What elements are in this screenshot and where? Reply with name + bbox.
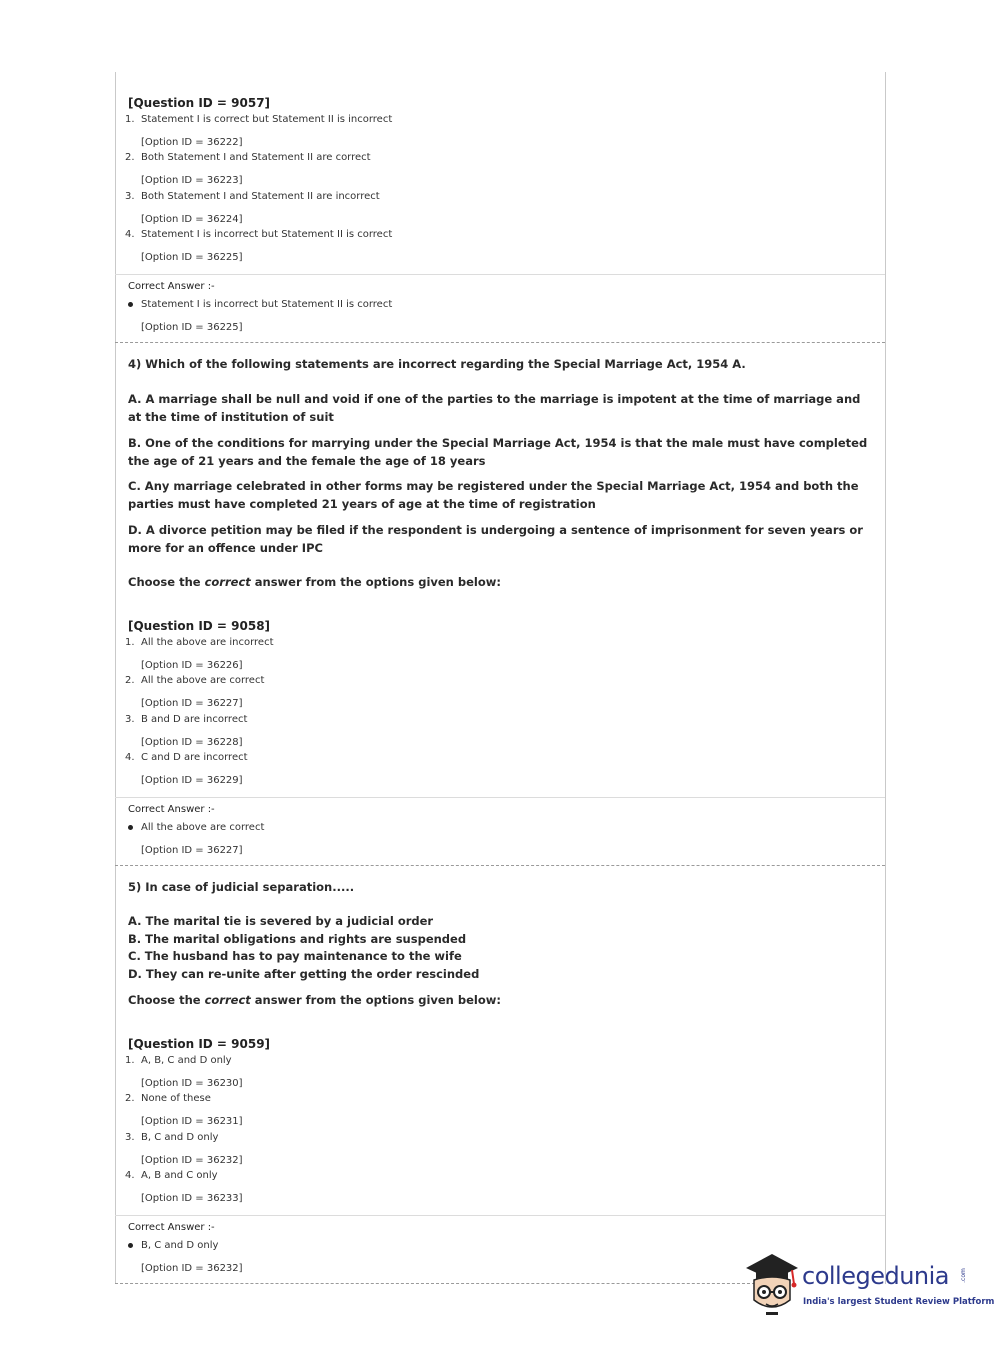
section-divider [115, 865, 885, 866]
option-id: [Option ID = 36222] [141, 137, 243, 148]
option-text: None of these [141, 1093, 211, 1104]
correct-answer-label: Correct Answer :- [128, 804, 215, 815]
question-id: [Question ID = 9057] [128, 96, 271, 110]
option-number: 3. [125, 191, 135, 202]
option-text: All the above are correct [141, 675, 265, 686]
choose-instruction: Choose the correct answer from the options given below: [128, 993, 501, 1007]
divider [115, 797, 885, 798]
bullet [128, 1243, 133, 1248]
statement-a: A. The marital tie is severed by a judicial order [128, 914, 434, 928]
option-id: [Option ID = 36227] [141, 698, 243, 709]
correct-answer-label: Correct Answer :- [128, 281, 215, 292]
correct-option-id: [Option ID = 36227] [141, 845, 243, 856]
logo-com: .com [959, 1268, 967, 1283]
correct-option-id: [Option ID = 36232] [141, 1263, 243, 1274]
choose-instruction: Choose the correct answer from the options given below: [128, 575, 501, 589]
option-id: [Option ID = 36233] [141, 1193, 243, 1204]
statement-d: D. They can re-unite after getting the order rescinded [128, 967, 480, 981]
option-number: 4. [125, 229, 135, 240]
logo-tagline: India's largest Student Review Platform [803, 1297, 995, 1307]
option-text: B and D are incorrect [141, 714, 248, 725]
statement-c: C. The husband has to pay maintenance to the wife [128, 949, 462, 963]
divider [115, 1215, 885, 1216]
option-id: [Option ID = 36226] [141, 660, 243, 671]
statement-b: B. The marital obligations and rights are suspended [128, 932, 467, 946]
statement-a: A. A marriage shall be null and void if one of the parties to the marriage is impotent at the time of marriage and at the time of institution of suit [128, 392, 861, 424]
option-id: [Option ID = 36225] [141, 252, 243, 263]
option-id: [Option ID = 36223] [141, 175, 243, 186]
mascot-icon [742, 1250, 804, 1320]
option-text: All the above are incorrect [141, 637, 274, 648]
option-text: Statement I is correct but Statement II is incorrect [141, 114, 393, 125]
option-number: 2. [125, 152, 135, 163]
question-id: [Question ID = 9058] [128, 619, 271, 633]
divider [115, 274, 885, 275]
question-title: 5) In case of judicial separation..... [128, 880, 355, 894]
option-number: 3. [125, 714, 135, 725]
option-text: A, B, C and D only [141, 1055, 232, 1066]
option-number: 3. [125, 1132, 135, 1143]
option-text: A, B and C only [141, 1170, 218, 1181]
option-number: 4. [125, 1170, 135, 1181]
correct-answer-text: B, C and D only [141, 1240, 219, 1251]
logo-wordmark: collegedunia [802, 1262, 950, 1290]
option-number: 2. [125, 1093, 135, 1104]
section-divider [115, 342, 885, 343]
option-number: 1. [125, 1055, 135, 1066]
correct-answer-label: Correct Answer :- [128, 1222, 215, 1233]
option-text: Both Statement I and Statement II are correct [141, 152, 371, 163]
option-text: C and D are incorrect [141, 752, 248, 763]
option-id: [Option ID = 36229] [141, 775, 243, 786]
option-number: 2. [125, 675, 135, 686]
collegedunia-logo [742, 1250, 995, 1320]
correct-answer-text: Statement I is incorrect but Statement II is correct [141, 299, 393, 310]
option-number: 1. [125, 114, 135, 125]
option-text: Statement I is incorrect but Statement II is correct [141, 229, 393, 240]
option-id: [Option ID = 36230] [141, 1078, 243, 1089]
option-id: [Option ID = 36232] [141, 1155, 243, 1166]
option-id: [Option ID = 36224] [141, 214, 243, 225]
bullet [128, 302, 133, 307]
correct-answer-text: All the above are correct [141, 822, 265, 833]
option-id: [Option ID = 36231] [141, 1116, 243, 1127]
section-divider [115, 1283, 755, 1284]
bullet [128, 825, 133, 830]
question-title: 4) Which of the following statements are incorrect regarding the Special Marriage Act, 1954 A. [128, 357, 746, 371]
statement-c: C. Any marriage celebrated in other forms may be registered under the Special Marriage Act, 1954 and both the parties must have completed 21 years of age at the time of registration [128, 479, 859, 511]
statement-d: D. A divorce petition may be filed if the respondent is undergoing a sentence of imprisonment for seven years or more for an offence under IPC [128, 523, 863, 555]
option-id: [Option ID = 36228] [141, 737, 243, 748]
option-text: Both Statement I and Statement II are incorrect [141, 191, 380, 202]
correct-option-id: [Option ID = 36225] [141, 322, 243, 333]
statement-b: B. One of the conditions for marrying under the Special Marriage Act, 1954 is that the male must have completed the age of 21 years and the female the age of 18 years [128, 436, 868, 468]
option-number: 1. [125, 637, 135, 648]
question-id: [Question ID = 9059] [128, 1037, 271, 1051]
option-number: 4. [125, 752, 135, 763]
option-text: B, C and D only [141, 1132, 219, 1143]
